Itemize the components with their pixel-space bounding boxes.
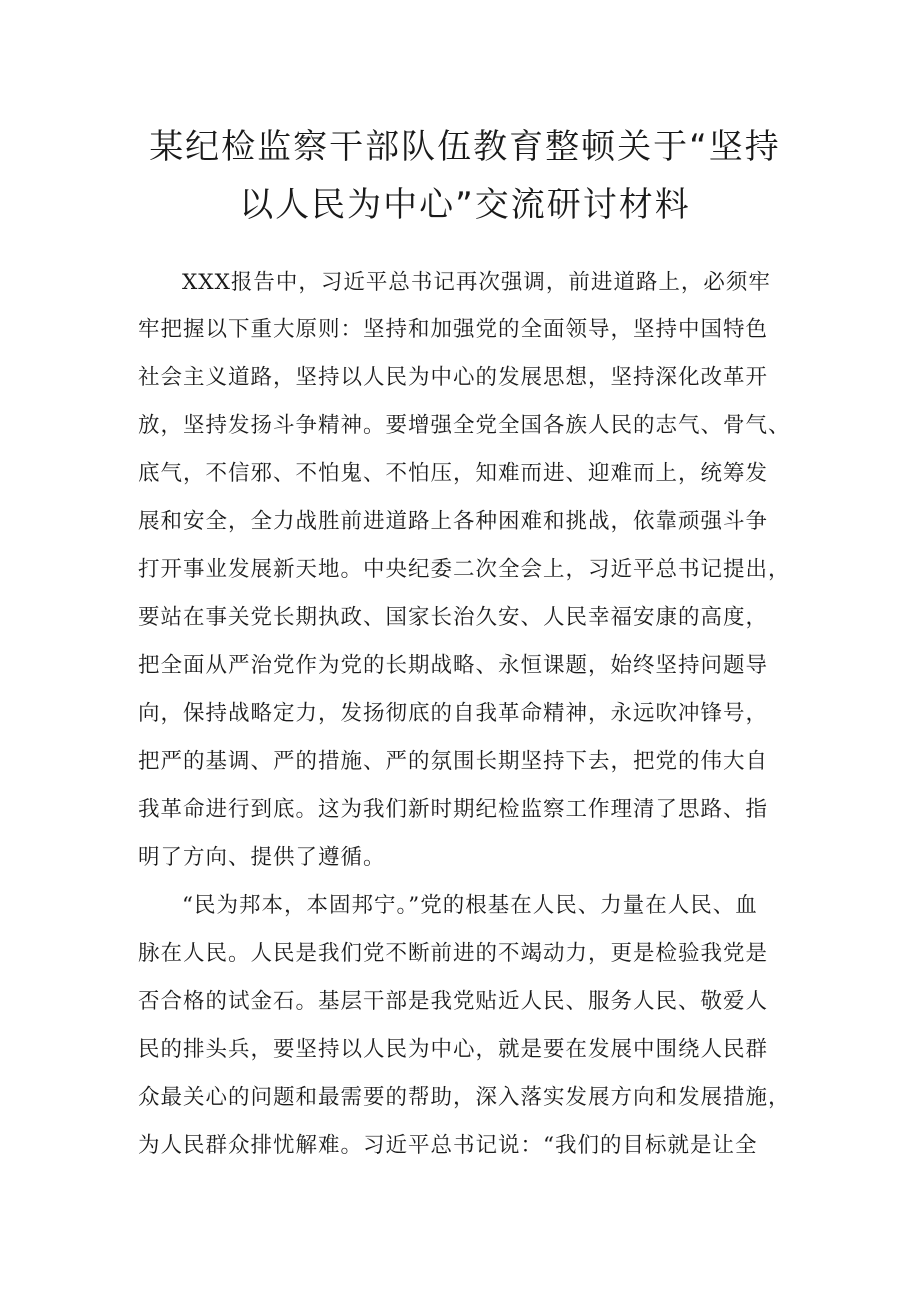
- paragraph-1-line: 我革命进行到底。这为我们新时期纪检监察工作理清了思路、指: [138, 797, 769, 822]
- paragraph-1-line: 把全面从严治党作为党的长期战略、永恒课题，始终坚持问题导: [138, 653, 769, 678]
- paragraph-1-line: 打开事业发展新天地。中央纪委二次全会上，习近平总书记提出，: [138, 557, 791, 582]
- document-title-line-1: 某纪检监察干部队伍教育整顿关于“坚持: [149, 127, 781, 167]
- paragraph-1-line: 展和安全，全力战胜前进道路上各种困难和挑战，依靠顽强斗争: [138, 509, 769, 534]
- document-title-line-2: 以人民为中心”交流研讨材料: [239, 185, 691, 225]
- paragraph-1-line: XXX报告中，习近平总书记再次强调，前进道路上，必须牢: [182, 270, 771, 295]
- paragraph-2-line: “民为邦本，本固邦宁。”党的根基在人民、力量在人民、血: [182, 893, 758, 918]
- paragraph-2-line: 为人民群众排忧解难。习近平总书记说：“我们的目标就是让全: [138, 1133, 758, 1158]
- paragraph-1-line: 要站在事关党长期执政、国家长治久安、人民幸福安康的高度，: [138, 605, 769, 630]
- paragraph-2-line: 众最关心的问题和最需要的帮助，深入落实发展方向和发展措施，: [138, 1085, 791, 1110]
- paragraph-1-line: 向，保持战略定力，发扬彻底的自我革命精神，永远吹冲锋号，: [138, 701, 769, 726]
- paragraph-1-line: 底气，不信邪、不怕鬼、不怕压，知难而进、迎难而上，统筹发: [138, 461, 769, 486]
- paragraph-1-line: 把严的基调、严的措施、严的氛围长期坚持下去，把党的伟大自: [138, 749, 769, 774]
- paragraph-2-line: 脉在人民。人民是我们党不断前进的不竭动力，更是检验我党是: [138, 941, 769, 966]
- paragraph-1-line: 牢把握以下重大原则：坚持和加强党的全面领导，坚持中国特色: [138, 317, 769, 342]
- paragraph-1-line: 明了方向、提供了遵循。: [138, 845, 386, 870]
- paragraph-2-line: 否合格的试金石。基层干部是我党贴近人民、服务人民、敬爱人: [138, 989, 769, 1014]
- paragraph-1-line: 放，坚持发扬斗争精神。要增强全党全国各族人民的志气、骨气、: [138, 413, 791, 438]
- paragraph-2-line: 民的排头兵，要坚持以人民为中心，就是要在发展中围绕人民群: [138, 1037, 769, 1062]
- paragraph-1-line: 社会主义道路，坚持以人民为中心的发展思想，坚持深化改革开: [138, 365, 769, 390]
